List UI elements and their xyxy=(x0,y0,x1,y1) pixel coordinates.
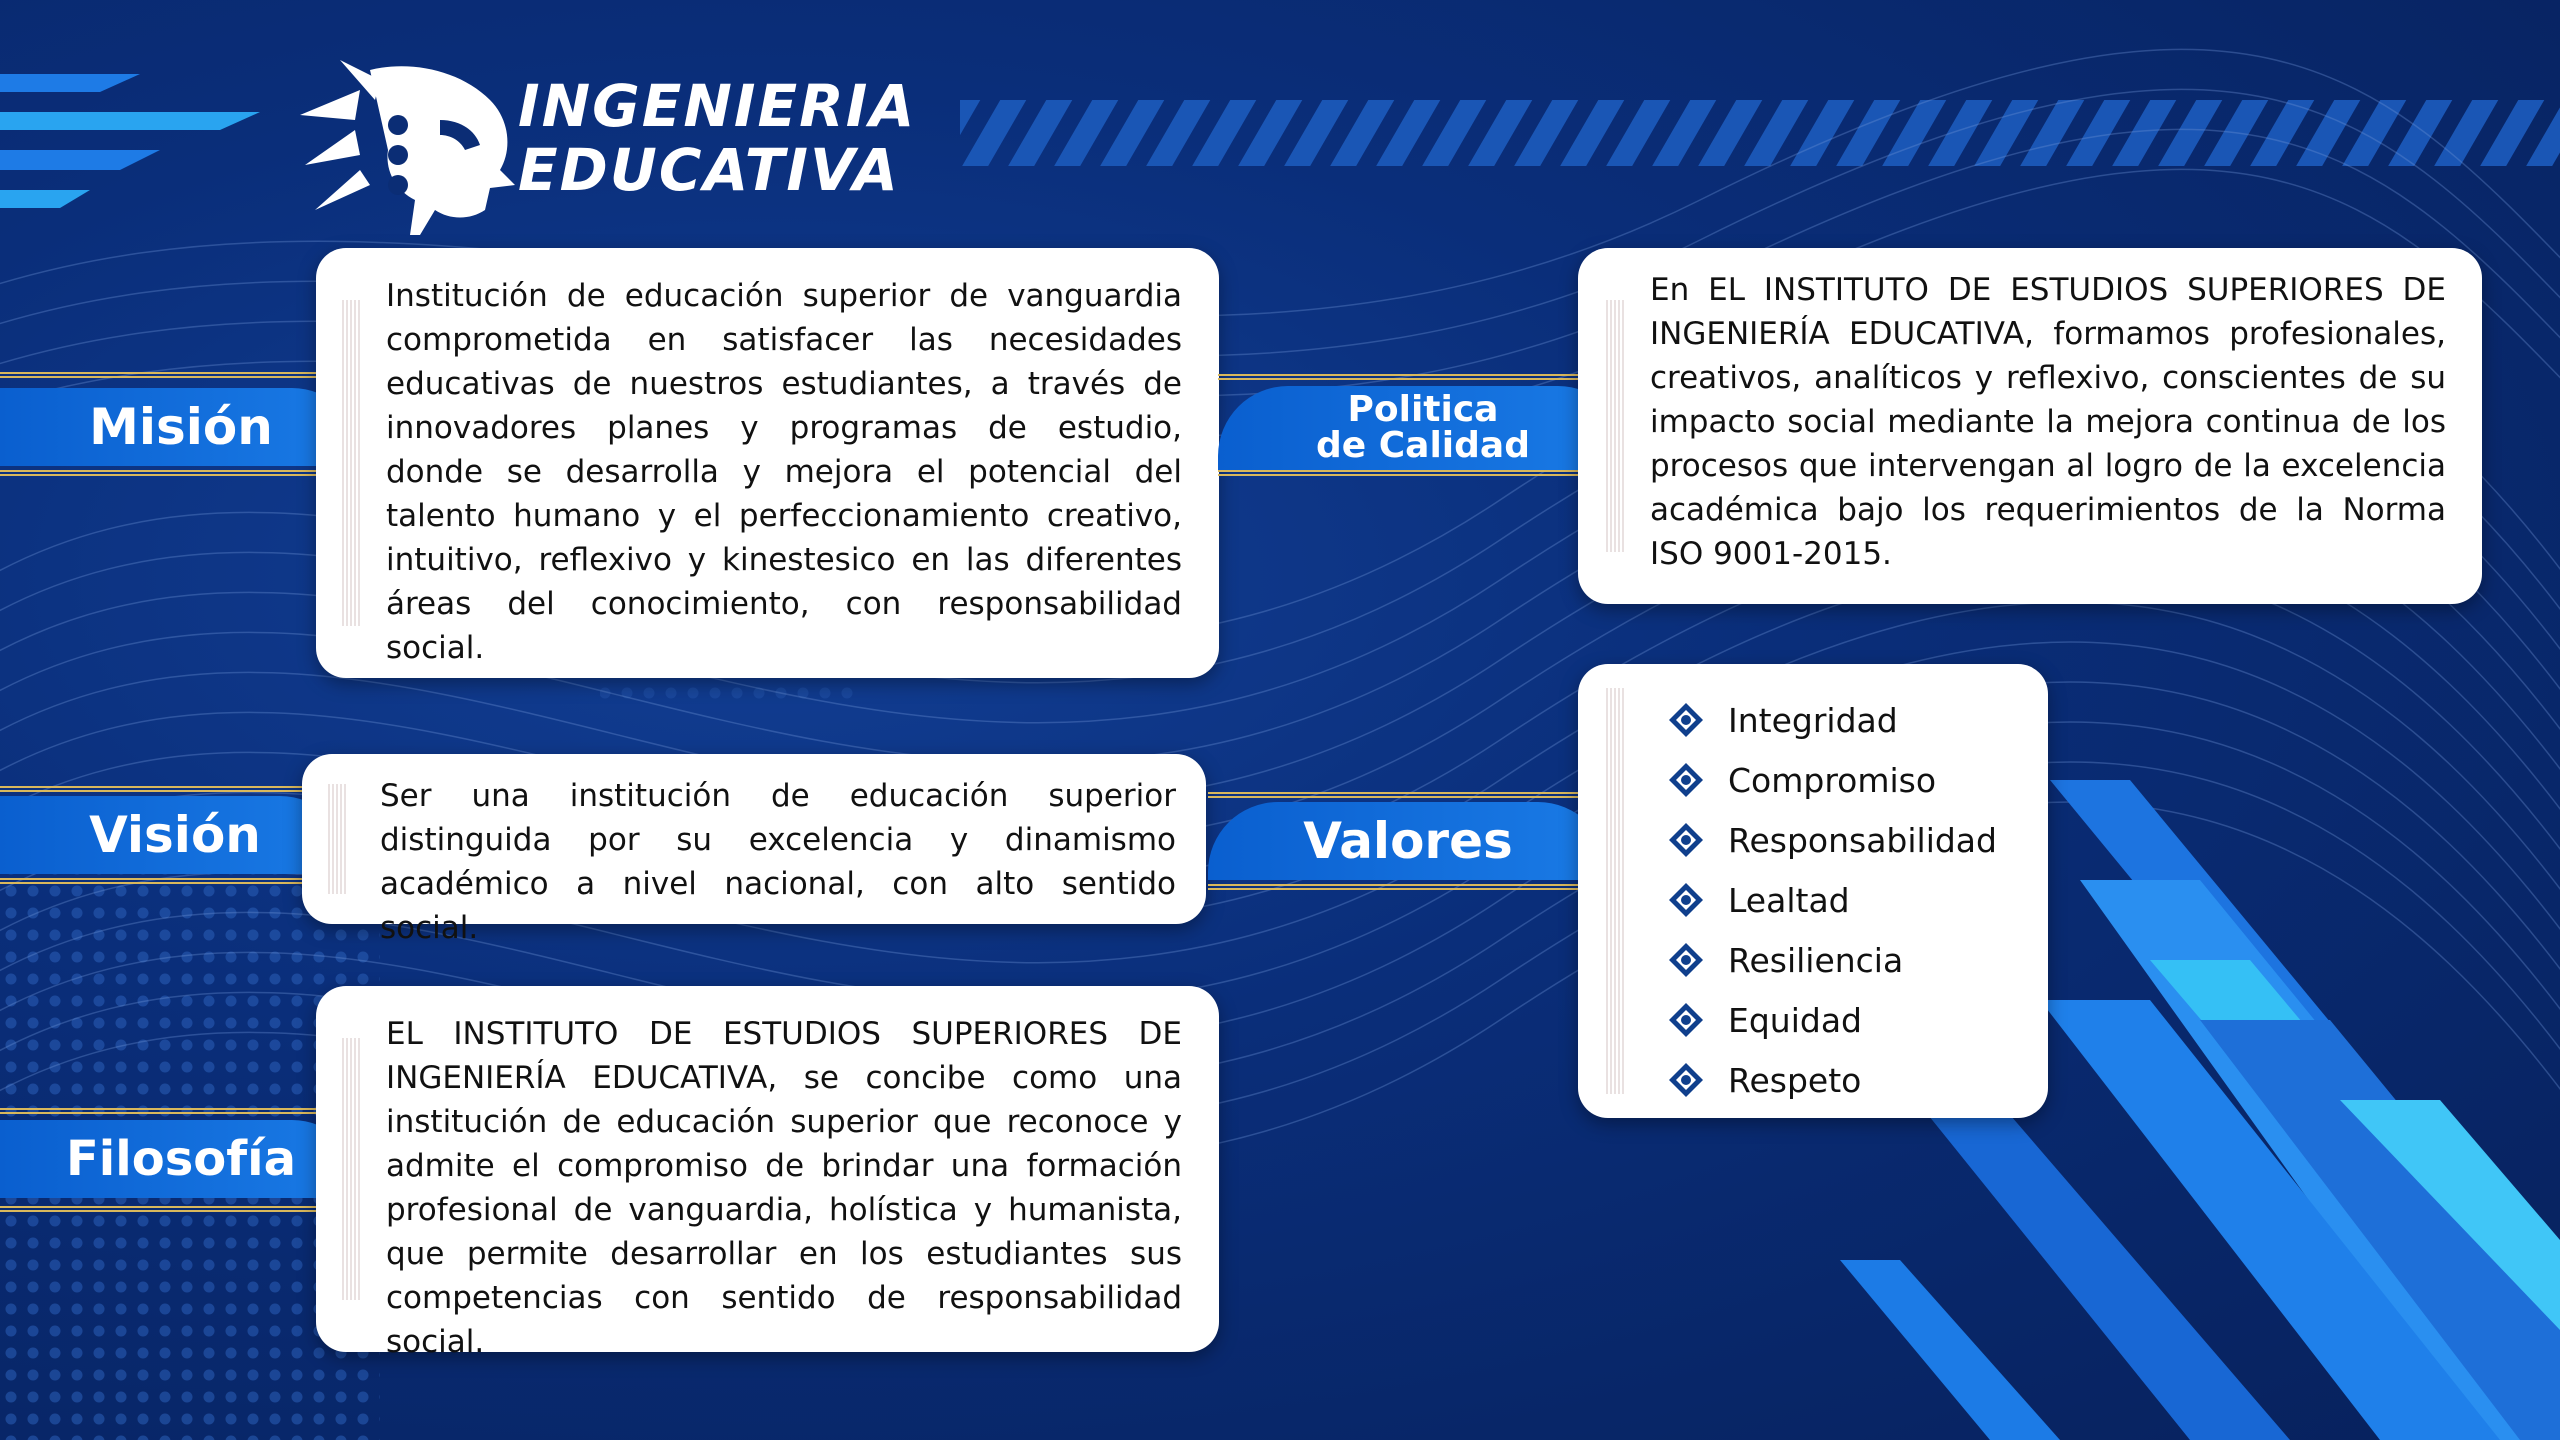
card-stripe xyxy=(1606,300,1626,552)
politica-label-line-bottom xyxy=(1218,470,1628,476)
diamond-bullet-icon xyxy=(1668,882,1704,918)
valor-text: Responsabilidad xyxy=(1728,820,1997,860)
logo-text xyxy=(518,74,916,202)
valor-text: Integridad xyxy=(1728,700,1898,740)
filosofia-card xyxy=(316,986,1219,1360)
valor-text: Resiliencia xyxy=(1728,940,1904,980)
filosofia-label: Filosofía xyxy=(0,1120,362,1198)
diamond-bullet-icon xyxy=(1668,942,1704,978)
valor-text: Respeto xyxy=(1728,1060,1862,1100)
diamond-bullet-icon xyxy=(1668,762,1704,798)
mision-label: Misión xyxy=(0,388,362,466)
valores-list xyxy=(1668,690,1997,1110)
logo-line1: INGENIERIA xyxy=(518,72,917,140)
card-stripe xyxy=(342,1038,362,1300)
list-item xyxy=(1668,810,1997,870)
valores-label-line xyxy=(1208,792,1628,798)
filosofia-text: EL INSTITUTO DE ESTUDIOS SUPERIORES DE INGENIERÍA EDUCATIVA, se concibe como una institución de educación superior que reconoce y admite el compromiso de brindar una formación profesional de vanguardia, holística y humanista, que permite desarrollar en los estudiantes sus competencias con sentido de responsabilidad social. xyxy=(386,1016,1182,1360)
logo-line2: EDUCATIVA xyxy=(518,136,900,204)
list-item xyxy=(1668,690,1997,750)
mision-card xyxy=(316,248,1219,678)
diamond-bullet-icon xyxy=(1668,822,1704,858)
card-stripe xyxy=(328,784,348,894)
list-item xyxy=(1668,930,1997,990)
card-stripe xyxy=(342,300,362,626)
warrior-head-icon xyxy=(300,60,530,235)
list-item xyxy=(1668,750,1997,810)
diamond-bullet-icon xyxy=(1668,1002,1704,1038)
vision-card xyxy=(302,754,1206,946)
politica-label xyxy=(1218,386,1628,470)
card-stripe xyxy=(1606,688,1626,1094)
list-item xyxy=(1668,990,1997,1050)
politica-card xyxy=(1578,248,2482,604)
valor-text: Lealtad xyxy=(1728,880,1850,920)
vision-text: Ser una institución de educación superior distinguida por su excelencia y dinamismo académico a nivel nacional, con alto sentido social. xyxy=(380,778,1176,946)
politica-label-line2: de Calidad xyxy=(1316,425,1530,466)
diamond-bullet-icon xyxy=(1668,702,1704,738)
diamond-bullet-icon xyxy=(1668,1062,1704,1098)
valor-text: Compromiso xyxy=(1728,760,1937,800)
valores-label: Valores xyxy=(1208,802,1608,880)
politica-label-line1: Politica xyxy=(1347,389,1499,430)
logo xyxy=(300,60,917,235)
list-item xyxy=(1668,1050,1997,1110)
valor-text: Equidad xyxy=(1728,1000,1862,1040)
politica-label-line xyxy=(1218,374,1628,380)
list-item xyxy=(1668,870,1997,930)
mision-text: Institución de educación superior de vanguardia comprometida en satisfacer las necesidades educativas de nuestros estudiantes, a través de innovadores planes y programas de estudio, donde se desarrolla y mejora el potencial del talento humano y el perfeccionamiento creativo, intuitivo, reflexivo y kinestesico en las diferentes áreas del conocimiento, con responsabilidad social. xyxy=(386,278,1182,666)
vision-label: Visión xyxy=(0,796,350,874)
politica-text: En EL INSTITUTO DE ESTUDIOS SUPERIORES DE INGENIERÍA EDUCATIVA, formamos profesionales, creativos, analíticos y reflexivo, conscientes de su impacto social mediante la mejora continua de los procesos que intervengan al logro de la excelencia académica bajo los requerimientos de la Norma ISO 9001-2015. xyxy=(1650,272,2446,572)
valores-label-line-bottom xyxy=(1208,884,1628,890)
